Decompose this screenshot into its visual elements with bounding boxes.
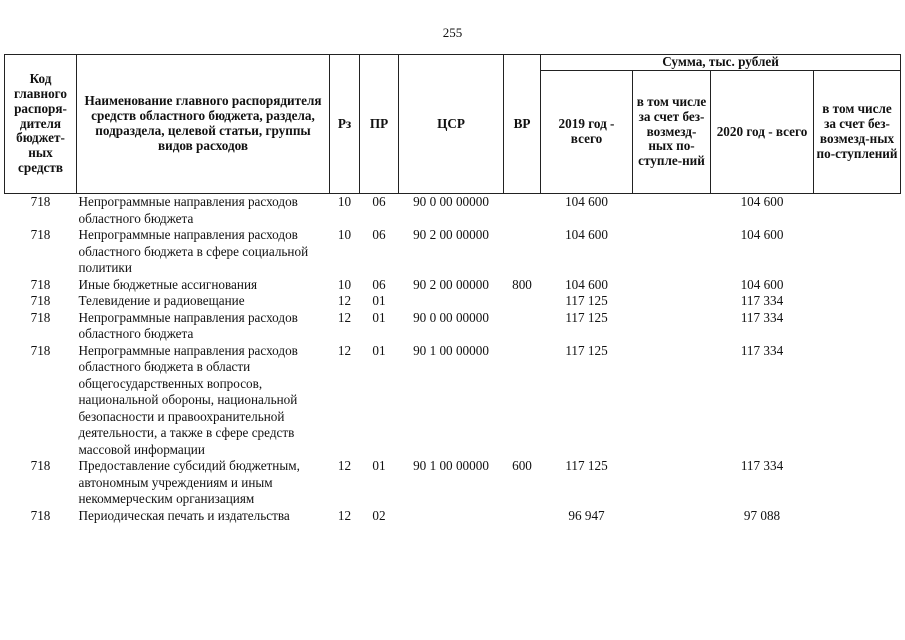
- cell-2019-total: 117 125: [565, 309, 608, 325]
- table-header: [5, 55, 901, 194]
- col-header-2020-free: в том числе за счет без-возмезд-ных по-ступлений: [814, 71, 901, 194]
- table-row: [5, 194, 901, 228]
- cell-2020-total: 117 334: [740, 309, 784, 325]
- cell-csr: 90 2 00 00000: [413, 227, 489, 242]
- cell-pr: 01: [372, 458, 386, 473]
- cell-vr: [504, 194, 541, 228]
- cell-pr: 06: [372, 276, 386, 292]
- cell-name: Непрограммные направления расходов областного бюджета в области общегосударственных вопросов, национальной обороны, национальной безопасности и правоохранительной деятельности, а также в сфере средств массовой информации: [78, 342, 298, 457]
- cell-2019-total: 104 600: [565, 276, 608, 292]
- cell-code: 718: [30, 276, 51, 292]
- col-header-rz: Рз: [330, 55, 360, 194]
- cell-2020-total: 117 334: [740, 458, 784, 473]
- cell-2020-free: [814, 310, 901, 343]
- cell-vr: 800: [512, 276, 532, 292]
- table-body: [5, 194, 901, 525]
- cell-2020-free: [814, 277, 901, 294]
- cell-vr: 600: [512, 458, 532, 473]
- col-header-vr: ВР: [504, 55, 541, 194]
- cell-name: Непрограммные направления расходов областного бюджета в сфере социальной политики: [78, 227, 309, 275]
- cell-code: 718: [30, 458, 51, 473]
- cell-name: Периодическая печать и издательства: [78, 507, 290, 523]
- table-row: [5, 227, 901, 277]
- cell-2020-total: 117 334: [740, 293, 784, 308]
- cell-vr: [504, 227, 541, 277]
- table-row: [5, 277, 901, 294]
- cell-pr: 02: [372, 507, 386, 523]
- cell-rz: 12: [337, 293, 352, 308]
- cell-2019-free: [633, 343, 711, 459]
- cell-name: Предоставление субсидий бюджетным, автономным учреждениям и иным некоммерческим организациям: [78, 458, 300, 506]
- cell-2019-total: 117 125: [565, 293, 608, 308]
- cell-pr: 06: [372, 194, 386, 209]
- cell-2019-free: [633, 508, 711, 525]
- table-row: [5, 508, 901, 525]
- cell-2020-free: [814, 293, 901, 310]
- col-header-2020-total: 2020 год - всего: [711, 71, 814, 194]
- budget-table: [4, 54, 901, 524]
- cell-csr: 90 0 00 00000: [413, 194, 489, 209]
- cell-rz: 10: [337, 194, 352, 209]
- cell-csr: 90 1 00 00000: [413, 342, 489, 358]
- cell-2019-free: [633, 277, 711, 294]
- cell-code: 718: [30, 293, 51, 308]
- cell-2019-free: [633, 194, 711, 228]
- cell-2020-free: [814, 508, 901, 525]
- table-row: [5, 310, 901, 343]
- col-header-code: Код главного распоря-дителя бюджет-ных средств: [5, 55, 77, 194]
- cell-csr: [399, 508, 504, 525]
- cell-2019-total: 96 947: [568, 507, 605, 523]
- cell-pr: 01: [372, 342, 386, 358]
- cell-2020-total: 97 088: [743, 507, 781, 523]
- cell-2019-total: 117 125: [565, 342, 608, 358]
- cell-rz: 12: [337, 342, 352, 358]
- cell-2020-total: 104 600: [740, 276, 784, 292]
- cell-rz: 10: [337, 227, 352, 242]
- cell-2019-free: [633, 310, 711, 343]
- cell-2020-free: [814, 343, 901, 459]
- cell-rz: 12: [337, 458, 352, 473]
- col-header-2019-free: в том числе за счет без-возмезд-ных по-ступле-ний: [633, 71, 711, 194]
- cell-2020-free: [814, 458, 901, 508]
- cell-2019-free: [633, 293, 711, 310]
- col-header-name: Наименование главного распорядителя средств областного бюджета, раздела, подраздела, целевой статьи, группы видов расходов: [77, 55, 330, 194]
- cell-2020-free: [814, 227, 901, 277]
- col-header-pr: ПР: [360, 55, 399, 194]
- cell-rz: 12: [337, 507, 352, 523]
- cell-2020-total: 104 600: [740, 227, 784, 242]
- cell-2020-total: 104 600: [740, 194, 784, 209]
- cell-code: 718: [30, 194, 51, 209]
- cell-vr: [504, 343, 541, 459]
- table-row: [5, 343, 901, 459]
- cell-csr: [399, 293, 504, 310]
- cell-name: Непрограммные направления расходов областного бюджета: [78, 194, 298, 226]
- cell-vr: [504, 293, 541, 310]
- cell-code: 718: [30, 227, 51, 242]
- cell-csr: 90 2 00 00000: [413, 276, 489, 292]
- cell-rz: 10: [337, 276, 352, 292]
- cell-pr: 01: [372, 293, 386, 308]
- cell-name: Телевидение и радиовещание: [78, 293, 245, 308]
- cell-code: 718: [30, 507, 51, 523]
- page-number: 255: [442, 25, 463, 40]
- cell-2019-free: [633, 458, 711, 508]
- cell-2019-total: 104 600: [565, 227, 608, 242]
- cell-2019-total: 104 600: [565, 194, 608, 209]
- table-row: [5, 293, 901, 310]
- cell-name: Непрограммные направления расходов областного бюджета: [78, 309, 298, 341]
- cell-csr: 90 1 00 00000: [413, 458, 489, 473]
- cell-vr: [504, 310, 541, 343]
- cell-pr: 06: [372, 227, 386, 242]
- table-row: [5, 458, 901, 508]
- cell-2019-free: [633, 227, 711, 277]
- cell-code: 718: [30, 309, 51, 325]
- cell-csr: 90 0 00 00000: [413, 309, 489, 325]
- cell-pr: 01: [372, 309, 386, 325]
- cell-2019-total: 117 125: [565, 458, 608, 473]
- col-header-csr: ЦСР: [399, 55, 504, 194]
- cell-vr: [504, 508, 541, 525]
- col-header-sum: Сумма, тыс. рублей: [541, 55, 901, 71]
- cell-code: 718: [30, 342, 51, 358]
- cell-2020-total: 117 334: [740, 342, 784, 358]
- cell-name: Иные бюджетные ассигнования: [78, 276, 258, 292]
- cell-rz: 12: [337, 309, 352, 325]
- cell-2020-free: [814, 194, 901, 228]
- col-header-2019-total: 2019 год - всего: [541, 71, 633, 194]
